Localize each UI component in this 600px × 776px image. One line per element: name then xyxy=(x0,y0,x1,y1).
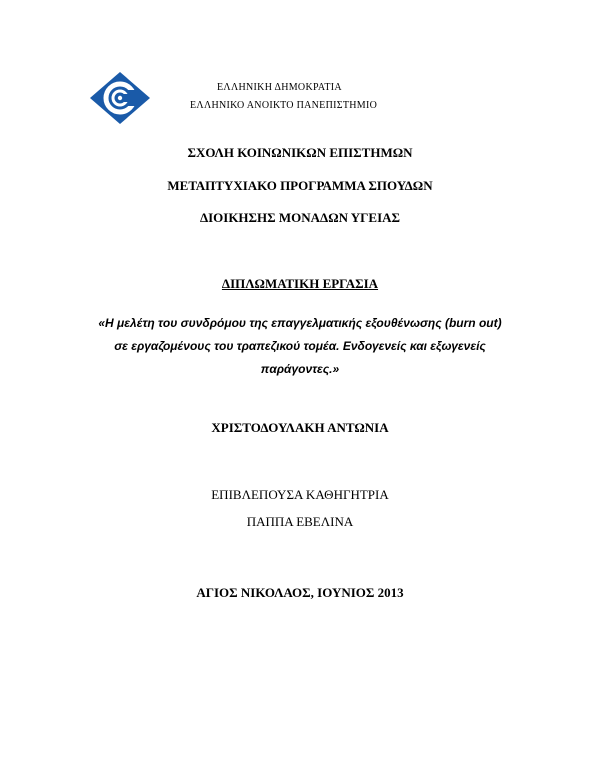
school-name: ΣΧΟΛΗ ΚΟΙΝΩΝΙΚΩΝ ΕΠΙΣΤΗΜΩΝ xyxy=(187,145,413,160)
thesis-title-line-1: «Η μελέτη του συνδρόμου της επαγγελματικής εξουθένωσης (burn out) xyxy=(98,316,502,330)
hou-logo-icon xyxy=(88,70,152,126)
university-line: ΕΛΛΗΝΙΚΟ ΑΝΟΙΚΤΟ ΠΑΝΕΠΙΣΤΗΜΙΟ xyxy=(190,100,378,111)
supervisor-name: ΠΑΠΠΑ ΕΒΕΛΙΝΑ xyxy=(246,514,354,529)
country-line: ΕΛΛΗΝΙΚΗ ΔΗΜΟΚΡΑΤΙΑ xyxy=(217,82,342,93)
author-name: ΧΡΙΣΤΟΔΟΥΛΑΚΗ ΑΝΤΩΝΙΑ xyxy=(211,420,389,435)
supervisor-label: ΕΠΙΒΛΕΠΟΥΣΑ ΚΑΘΗΓΗΤΡΙΑ xyxy=(211,487,389,502)
place-date: ΑΓΙΟΣ ΝΙΚΟΛΑΟΣ, ΙΟΥΝΙΟΣ 2013 xyxy=(196,585,404,600)
document-type: ΔΙΠΛΩΜΑΤΙΚΗ ΕΡΓΑΣΙΑ xyxy=(221,276,379,291)
department-name: ΔΙΟΙΚΗΣΗΣ ΜΟΝΑΔΩΝ ΥΓΕΙΑΣ xyxy=(199,210,401,225)
institution-header xyxy=(190,79,377,115)
thesis-title xyxy=(80,312,520,381)
thesis-title-line-3: παράγοντες.» xyxy=(260,362,340,376)
university-logo xyxy=(88,70,152,126)
thesis-title-line-2: σε εργαζομένους του τραπεζικού τομέα. Ενδογενείς και εξωγενείς xyxy=(114,339,486,353)
program-name: ΜΕΤΑΠΤΥΧΙΑΚΟ ΠΡΟΓΡΑΜΜΑ ΣΠΟΥΔΩΝ xyxy=(167,178,433,193)
